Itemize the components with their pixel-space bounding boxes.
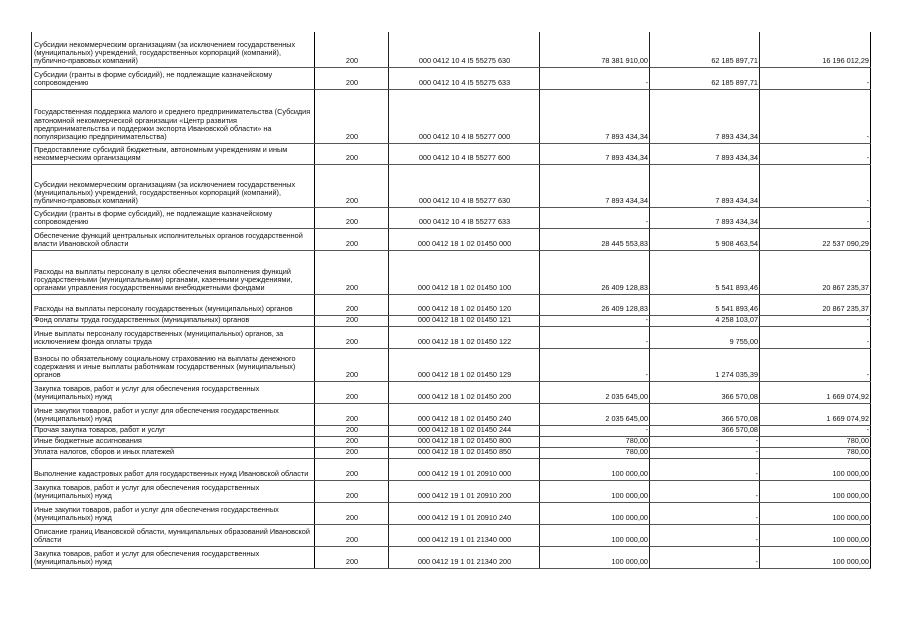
cell-assigned: 28 445 553,83	[540, 228, 650, 250]
cell-name: Субсидии (гранты в форме субсидий), не подлежащие казначейскому сопровождению	[32, 67, 315, 89]
cell-row-code: 200	[315, 143, 389, 164]
cell-name: Субсидии некоммерческим организациям (за исключением государственных (муниципальных) учреждений, государственных корпораций (компаний), публично-правовых компаний)	[32, 32, 315, 67]
cell-name: Иные закупки товаров, работ и услуг для обеспечения государственных (муниципальных) нужд	[32, 502, 315, 524]
cell-row-code: 200	[315, 502, 389, 524]
cell-unexecuted: -	[760, 143, 871, 164]
table-row	[32, 436, 871, 447]
cell-executed: 9 755,00	[650, 326, 760, 348]
cell-row-code: 200	[315, 32, 389, 67]
cell-unexecuted: 100 000,00	[760, 546, 871, 568]
cell-assigned: 100 000,00	[540, 458, 650, 480]
cell-unexecuted: 100 000,00	[760, 480, 871, 502]
cell-budget-code: 000 0412 10 4 I8 55277 630	[389, 164, 540, 207]
cell-row-code: 200	[315, 315, 389, 326]
cell-name: Расходы на выплаты персоналу в целях обеспечения выполнения функций государственными (муниципальными) органами, казенными учреждениями, органами управления государственными внебюджетными фондами	[32, 250, 315, 294]
cell-executed: 7 893 434,34	[650, 207, 760, 228]
cell-assigned: 7 893 434,34	[540, 164, 650, 207]
cell-assigned: -	[540, 425, 650, 436]
cell-assigned: 78 381 910,00	[540, 32, 650, 67]
cell-row-code: 200	[315, 546, 389, 568]
cell-name: Закупка товаров, работ и услуг для обеспечения государственных (муниципальных) нужд	[32, 546, 315, 568]
cell-row-code: 200	[315, 67, 389, 89]
table-row	[32, 207, 871, 228]
table-row	[32, 250, 871, 294]
cell-unexecuted: -	[760, 89, 871, 143]
cell-assigned: -	[540, 348, 650, 381]
cell-name: Субсидии (гранты в форме субсидий), не подлежащие казначейскому сопровождению	[32, 207, 315, 228]
cell-unexecuted: 20 867 235,37	[760, 294, 871, 315]
table-row	[32, 164, 871, 207]
cell-executed: -	[650, 546, 760, 568]
cell-budget-code: 000 0412 10 4 I5 55275 630	[389, 32, 540, 67]
cell-executed: -	[650, 480, 760, 502]
cell-name: Обеспечение функций центральных исполнительных органов государственной власти Ивановской области	[32, 228, 315, 250]
table-row	[32, 143, 871, 164]
cell-name: Иные закупки товаров, работ и услуг для обеспечения государственных (муниципальных) нужд	[32, 403, 315, 425]
cell-unexecuted: -	[760, 425, 871, 436]
cell-assigned: 780,00	[540, 447, 650, 458]
table-row	[32, 348, 871, 381]
cell-assigned: -	[540, 67, 650, 89]
cell-name: Иные бюджетные ассигнования	[32, 436, 315, 447]
cell-name: Предоставление субсидий бюджетным, автономным учреждениям и иным некоммерческим организациям	[32, 143, 315, 164]
cell-assigned: -	[540, 315, 650, 326]
cell-executed: -	[650, 524, 760, 546]
cell-assigned: 100 000,00	[540, 524, 650, 546]
cell-executed: -	[650, 447, 760, 458]
table-row	[32, 294, 871, 315]
cell-executed: -	[650, 436, 760, 447]
cell-unexecuted: -	[760, 326, 871, 348]
cell-row-code: 200	[315, 207, 389, 228]
cell-name: Выполнение кадастровых работ для государственных нужд Ивановской области	[32, 458, 315, 480]
cell-assigned: 7 893 434,34	[540, 89, 650, 143]
cell-unexecuted: 1 669 074,92	[760, 403, 871, 425]
cell-budget-code: 000 0412 18 1 02 01450 120	[389, 294, 540, 315]
cell-budget-code: 000 0412 18 1 02 01450 800	[389, 436, 540, 447]
cell-row-code: 200	[315, 403, 389, 425]
cell-row-code: 200	[315, 228, 389, 250]
cell-budget-code: 000 0412 19 1 01 21340 000	[389, 524, 540, 546]
cell-executed: -	[650, 458, 760, 480]
cell-row-code: 200	[315, 89, 389, 143]
cell-budget-code: 000 0412 18 1 02 01450 129	[389, 348, 540, 381]
table-row	[32, 502, 871, 524]
cell-name: Государственная поддержка малого и среднего предпринимательства (Субсидия автономной некоммерческой организации «Центр развития предпринимательства и поддержки экспорта Ивановской области» на популяризацию предпринимательства)	[32, 89, 315, 143]
cell-name: Описание границ Ивановской области, муниципальных образований Ивановской области	[32, 524, 315, 546]
cell-executed: 5 908 463,54	[650, 228, 760, 250]
cell-assigned: 100 000,00	[540, 546, 650, 568]
cell-row-code: 200	[315, 480, 389, 502]
cell-row-code: 200	[315, 381, 389, 403]
cell-row-code: 200	[315, 458, 389, 480]
cell-assigned: 2 035 645,00	[540, 381, 650, 403]
cell-executed: 7 893 434,34	[650, 164, 760, 207]
cell-unexecuted: 22 537 090,29	[760, 228, 871, 250]
cell-executed: 366 570,08	[650, 425, 760, 436]
cell-budget-code: 000 0412 19 1 01 21340 200	[389, 546, 540, 568]
cell-name: Прочая закупка товаров, работ и услуг	[32, 425, 315, 436]
cell-assigned: 26 409 128,83	[540, 294, 650, 315]
table-row	[32, 32, 871, 67]
cell-executed: -	[650, 502, 760, 524]
cell-unexecuted: 780,00	[760, 447, 871, 458]
cell-unexecuted: -	[760, 315, 871, 326]
cell-unexecuted: 20 867 235,37	[760, 250, 871, 294]
cell-unexecuted: 16 196 012,29	[760, 32, 871, 67]
cell-budget-code: 000 0412 10 4 I8 55277 600	[389, 143, 540, 164]
cell-row-code: 200	[315, 326, 389, 348]
cell-budget-code: 000 0412 10 4 I8 55277 000	[389, 89, 540, 143]
cell-unexecuted: -	[760, 207, 871, 228]
cell-name: Взносы по обязательному социальному страхованию на выплаты денежного содержания и иные выплаты работникам государственных (муниципальных) органов	[32, 348, 315, 381]
cell-unexecuted: 100 000,00	[760, 502, 871, 524]
table-row	[32, 228, 871, 250]
cell-executed: 4 258 103,07	[650, 315, 760, 326]
cell-assigned: 2 035 645,00	[540, 403, 650, 425]
cell-assigned: 100 000,00	[540, 480, 650, 502]
table-row	[32, 403, 871, 425]
cell-executed: 366 570,08	[650, 403, 760, 425]
cell-assigned: 780,00	[540, 436, 650, 447]
table-row	[32, 89, 871, 143]
table-row	[32, 458, 871, 480]
cell-name: Фонд оплаты труда государственных (муниципальных) органов	[32, 315, 315, 326]
cell-budget-code: 000 0412 10 4 I8 55277 633	[389, 207, 540, 228]
cell-row-code: 200	[315, 348, 389, 381]
cell-name: Иные выплаты персоналу государственных (муниципальных) органов, за исключением фонда оплаты труда	[32, 326, 315, 348]
cell-row-code: 200	[315, 164, 389, 207]
table-body	[32, 32, 871, 568]
cell-executed: 62 185 897,71	[650, 32, 760, 67]
cell-executed: 5 541 893,46	[650, 250, 760, 294]
cell-assigned: 100 000,00	[540, 502, 650, 524]
cell-name: Закупка товаров, работ и услуг для обеспечения государственных (муниципальных) нужд	[32, 480, 315, 502]
cell-budget-code: 000 0412 18 1 02 01450 850	[389, 447, 540, 458]
cell-budget-code: 000 0412 19 1 01 20910 200	[389, 480, 540, 502]
budget-report-page	[31, 32, 871, 569]
table-row	[32, 480, 871, 502]
table-row	[32, 67, 871, 89]
cell-budget-code: 000 0412 10 4 I5 55275 633	[389, 67, 540, 89]
cell-row-code: 200	[315, 425, 389, 436]
cell-budget-code: 000 0412 18 1 02 01450 100	[389, 250, 540, 294]
cell-assigned: 7 893 434,34	[540, 143, 650, 164]
cell-assigned: -	[540, 326, 650, 348]
cell-executed: 366 570,08	[650, 381, 760, 403]
cell-budget-code: 000 0412 18 1 02 01450 000	[389, 228, 540, 250]
cell-assigned: 26 409 128,83	[540, 250, 650, 294]
cell-row-code: 200	[315, 436, 389, 447]
budget-execution-table	[31, 32, 871, 569]
cell-name: Субсидии некоммерческим организациям (за исключением государственных (муниципальных) учреждений, государственных корпораций (компаний), публично-правовых компаний)	[32, 164, 315, 207]
cell-name: Закупка товаров, работ и услуг для обеспечения государственных (муниципальных) нужд	[32, 381, 315, 403]
cell-executed: 7 893 434,34	[650, 89, 760, 143]
cell-executed: 5 541 893,46	[650, 294, 760, 315]
cell-budget-code: 000 0412 18 1 02 01450 240	[389, 403, 540, 425]
cell-row-code: 200	[315, 294, 389, 315]
cell-budget-code: 000 0412 18 1 02 01450 200	[389, 381, 540, 403]
table-row	[32, 326, 871, 348]
cell-unexecuted: -	[760, 164, 871, 207]
cell-row-code: 200	[315, 524, 389, 546]
cell-row-code: 200	[315, 447, 389, 458]
cell-name: Расходы на выплаты персоналу государственных (муниципальных) органов	[32, 294, 315, 315]
cell-unexecuted: 1 669 074,92	[760, 381, 871, 403]
cell-unexecuted: 100 000,00	[760, 458, 871, 480]
cell-executed: 7 893 434,34	[650, 143, 760, 164]
cell-executed: 1 274 035,39	[650, 348, 760, 381]
cell-unexecuted: 780,00	[760, 436, 871, 447]
cell-name: Уплата налогов, сборов и иных платежей	[32, 447, 315, 458]
table-row	[32, 315, 871, 326]
cell-budget-code: 000 0412 18 1 02 01450 121	[389, 315, 540, 326]
cell-budget-code: 000 0412 19 1 01 20910 000	[389, 458, 540, 480]
cell-budget-code: 000 0412 18 1 02 01450 122	[389, 326, 540, 348]
cell-unexecuted: 100 000,00	[760, 524, 871, 546]
cell-row-code: 200	[315, 250, 389, 294]
table-row	[32, 546, 871, 568]
table-row	[32, 447, 871, 458]
cell-budget-code: 000 0412 19 1 01 20910 240	[389, 502, 540, 524]
cell-unexecuted: -	[760, 67, 871, 89]
cell-budget-code: 000 0412 18 1 02 01450 244	[389, 425, 540, 436]
table-row	[32, 524, 871, 546]
cell-executed: 62 185 897,71	[650, 67, 760, 89]
table-row	[32, 381, 871, 403]
table-row	[32, 425, 871, 436]
cell-unexecuted: -	[760, 348, 871, 381]
cell-assigned: -	[540, 207, 650, 228]
